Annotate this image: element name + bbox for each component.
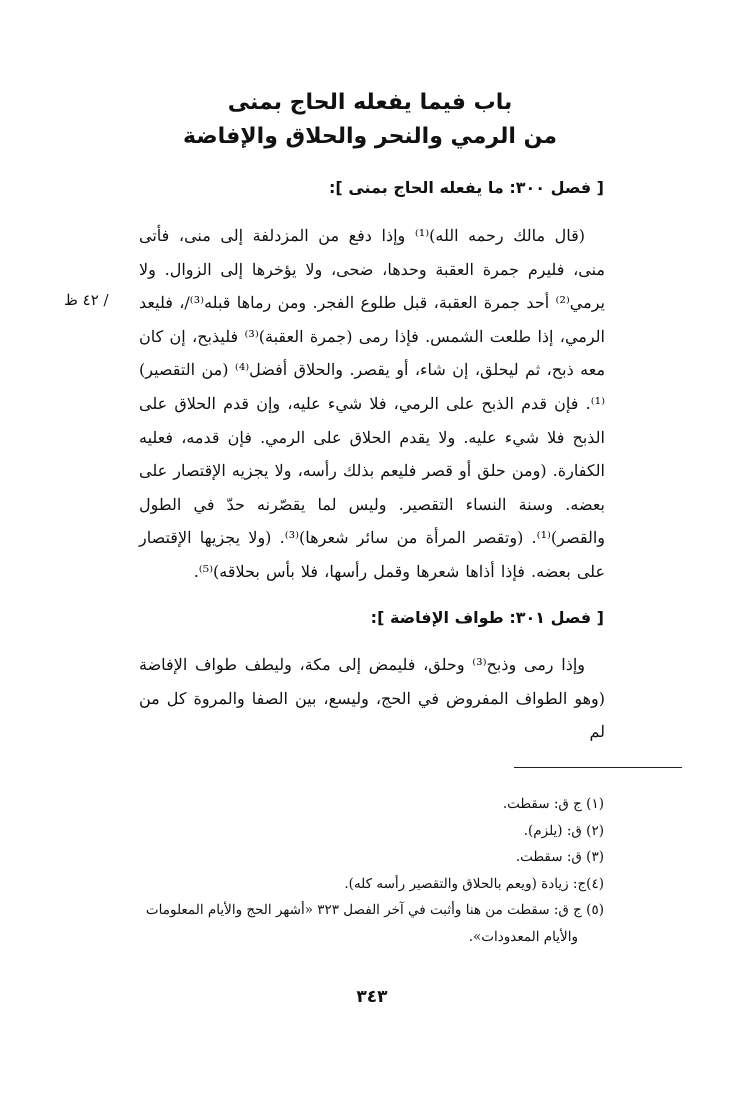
page-number: ٣٤٣ (356, 987, 388, 1007)
section-301-body (139, 648, 605, 749)
footnote-3: (٣) ق: سقطت. (515, 849, 604, 866)
section-300-body (139, 219, 605, 589)
footnote-4: (٤)ج: زيادة (ويعم بالحلاق والتقصير رأسه كله). (344, 875, 604, 892)
manuscript-folio-marker: / ٤٢ ظ (64, 291, 109, 309)
section-301-paragraph: وإذا رمى وذبح⁽³⁾ وحلق، فليمض إلى مكة، وليطف طواف الإفاضة (وهو الطواف المفروض في الحج، وليسع، بين الصفا والمروة كل من لم (139, 655, 605, 742)
footnote-1: (١) ج ق: سقطت. (502, 796, 604, 812)
footnote-separator (514, 767, 682, 768)
section-300-paragraph: (قال مالك رحمه الله)⁽¹⁾ وإذا دفع من المزدلفة إلى منى، فأتى منى، فليرم جمرة العقبة وحدها، ضحى، ولا يؤخرها إلى الزوال. ولا يرمي⁽²⁾ أحد جمرة العقبة، قبل طلوع الفجر. ومن رماها قبله⁽³⁾/، فليعد الرمي، إذا طلعت الشمس. فإذا رمى (جمرة العقبة)⁽³⁾ فليذبح، إن كان معه ذبح، ثم ليحلق، إن شاء، أو يقصر. والحلاق أفضل⁽⁴⁾ (من التقصير)⁽¹⁾. فإن قدم الذبح على الرمي، فلا شيء عليه، وإن قدم الحلاق على الذبح فلا شيء عليه. ولا يقدم الحلاق على الرمي. فإن قدمه، فعليه الكفارة. (ومن حلق أو قصر فليعم بذلك رأسه، ولا يجزيه الإقتصار على بعضه. وسنة النساء التقصير. وليس لما يقصّرنه حدّ في الطول والقصر)⁽¹⁾. (وتقصر المرأة من سائر شعرها)⁽³⁾. (ولا يجزيها الإقتصار على بعضه. فإذا أذاها شعرها وقمل رأسها، فلا بأس بحلاقه)⁽⁵⁾. (139, 226, 606, 581)
chapter-title-line-2: من الرمي والنحر والحلاق والإفاضة (183, 124, 557, 149)
section-heading-301: [ فصل ٣٠١: طواف الإفاضة ]: (370, 608, 604, 627)
footnotes (140, 791, 604, 951)
footnote-5: (٥) ج ق: سقطت من هنا وأثبت في آخر الفصل ٣٢٣ «أشهر الحج والأيام المعلومات والأيام المعدودات». (145, 902, 604, 945)
chapter-title-line-1: باب فيما يفعله الحاج بمنى (227, 90, 513, 115)
footnote-2: (٢) ق: (يلزم). (523, 822, 604, 839)
chapter-title (150, 86, 590, 154)
section-heading-300: [ فصل ٣٠٠: ما يفعله الحاج بمنى ]: (329, 178, 604, 197)
